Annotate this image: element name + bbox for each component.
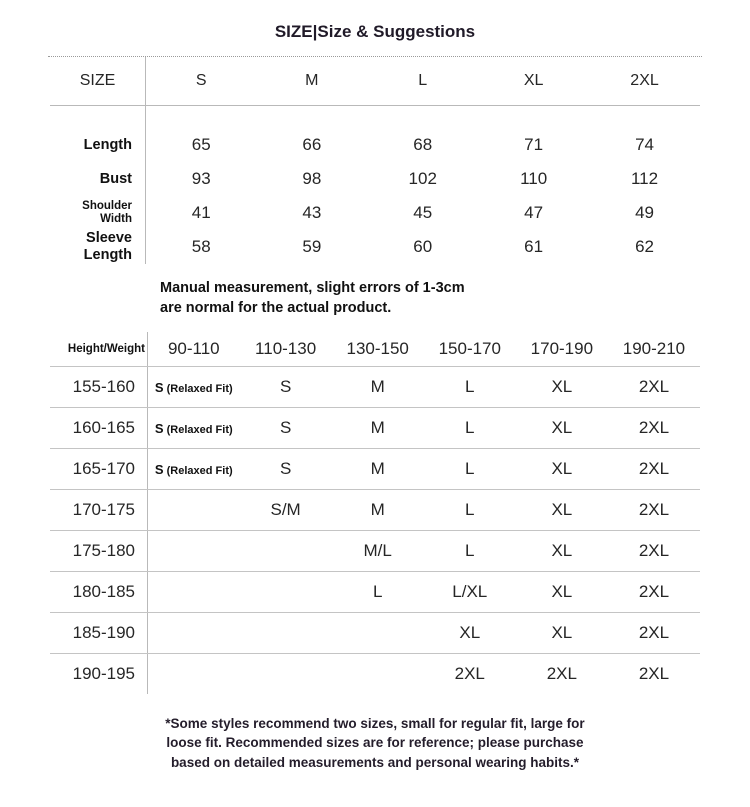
table-row <box>50 407 700 448</box>
fit-cell-175-180-150-170: L <box>424 530 516 571</box>
size-column-header-l: L <box>367 57 478 106</box>
fit-cell-170-175-190-210: 2XL <box>608 489 700 530</box>
fit-row-height-170-175: 170-175 <box>50 489 148 530</box>
fit-cell-160-165-130-150: M <box>332 407 424 448</box>
cell-sleeve-m: 59 <box>302 236 322 256</box>
cell-bust-s: 93 <box>191 168 211 188</box>
relaxed-suffix: (Relaxed Fit) <box>166 464 233 477</box>
fit-cell-155-160-130-150: M <box>332 366 424 407</box>
fit-cell-185-190-170-190: XL <box>516 612 608 653</box>
fit-cell-185-190-130-150 <box>332 612 424 653</box>
footer-line3: based on detailed measurements and personal wearing habits.* <box>170 754 580 770</box>
footer-line1: *Some styles recommend two sizes, small for regular fit, large for <box>165 715 585 731</box>
table-row <box>50 571 700 612</box>
fit-cell-185-190-110-130 <box>240 612 332 653</box>
fit-cell-175-180-170-190: XL <box>516 530 608 571</box>
fit-cell-190-195-90-110 <box>148 653 240 694</box>
size-column-header-xl: XL <box>478 57 589 106</box>
table-row <box>50 612 700 653</box>
fit-cell-160-165-150-170: L <box>424 407 516 448</box>
fit-cell-160-165-90-110 <box>148 407 240 448</box>
cell-bust-m: 98 <box>302 168 322 188</box>
table-row <box>50 128 700 162</box>
relaxed-prefix: S <box>154 420 164 436</box>
footer-line2: loose fit. Recommended sizes are for reference; please purchase <box>166 735 584 751</box>
weight-column-header-90-110: 90-110 <box>148 332 240 367</box>
cell-sleeve-s: 58 <box>191 236 211 256</box>
cell-bust-2xl: 112 <box>630 168 659 188</box>
fit-recommendation-table <box>50 332 700 694</box>
row-label-sleeve-length <box>50 230 146 264</box>
manual-measurement-note <box>0 264 750 318</box>
fit-cell-190-195-130-150 <box>332 653 424 694</box>
size-column-header-m: M <box>256 57 367 106</box>
relaxed-prefix: S <box>154 379 164 395</box>
fit-cell-185-190-190-210: 2XL <box>608 612 700 653</box>
fit-cell-165-170-90-110 <box>148 448 240 489</box>
fit-cell-180-185-190-210: 2XL <box>608 571 700 612</box>
fit-header-row <box>50 332 700 367</box>
fit-cell-190-195-190-210: 2XL <box>638 663 670 683</box>
cell-length-m: 66 <box>302 134 322 154</box>
page-title: SIZE|Size & Suggestions <box>274 22 476 41</box>
weight-column-header-130-150: 130-150 <box>332 332 424 367</box>
row-label-shoulder-line1: Shoulder <box>82 199 132 212</box>
fit-cell-180-185-130-150: L <box>332 571 424 612</box>
table-row <box>50 162 700 196</box>
row-label-sleeve-line1: Sleeve <box>86 230 132 247</box>
weight-column-header-110-130: 110-130 <box>240 332 332 367</box>
relaxed-suffix: (Relaxed Fit) <box>166 423 233 436</box>
fit-cell-165-170-170-190: XL <box>516 448 608 489</box>
cell-length-l: 68 <box>413 134 433 154</box>
table-row <box>50 653 700 694</box>
cell-length-s: 65 <box>191 134 211 154</box>
cell-shoulder-l: 45 <box>413 202 433 222</box>
fit-cell-170-175-90-110 <box>148 489 240 530</box>
fit-cell-165-170-110-130: S <box>240 448 332 489</box>
cell-length-xl: 71 <box>524 134 544 154</box>
row-label-shoulder-line2: Width <box>100 212 132 225</box>
fit-cell-175-180-190-210: 2XL <box>608 530 700 571</box>
fit-cell-155-160-170-190: XL <box>516 366 608 407</box>
fit-cell-155-160-110-130: S <box>240 366 332 407</box>
fit-cell-175-180-90-110 <box>148 530 240 571</box>
fit-cell-170-175-130-150: M <box>332 489 424 530</box>
cell-sleeve-xl: 61 <box>524 236 544 256</box>
cell-shoulder-xl: 47 <box>524 202 544 222</box>
table-row <box>50 448 700 489</box>
table-row <box>50 530 700 571</box>
row-label-shoulder-width <box>50 196 146 230</box>
fit-cell-190-195-170-190: 2XL <box>546 663 577 683</box>
fit-row-height-185-190: 185-190 <box>50 612 148 653</box>
measurement-header-row <box>50 57 700 106</box>
cell-shoulder-s: 41 <box>191 202 211 222</box>
cell-length-2xl: 74 <box>635 134 654 154</box>
fit-cell-155-160-150-170: L <box>424 366 516 407</box>
row-label-length: Length <box>50 128 146 162</box>
measurement-label-header: SIZE <box>50 57 146 106</box>
weight-column-header-190-210: 190-210 <box>608 332 700 367</box>
fit-cell-170-175-170-190: XL <box>516 489 608 530</box>
fit-cell-175-180-130-150: M/L <box>332 530 424 571</box>
weight-column-header-170-190: 170-190 <box>516 332 608 367</box>
row-label-sleeve-line2: Length <box>83 246 132 263</box>
fit-cell-165-170-150-170: L <box>424 448 516 489</box>
fit-cell-155-160-190-210: 2XL <box>608 366 700 407</box>
relaxed-prefix: S <box>154 461 164 477</box>
fit-cell-185-190-90-110 <box>148 612 240 653</box>
fit-row-height-165-170: 165-170 <box>50 448 148 489</box>
fit-cell-160-165-170-190: XL <box>516 407 608 448</box>
fit-cell-180-185-150-170: L/XL <box>424 571 516 612</box>
fit-label-header: Height/Weight <box>50 332 148 367</box>
cell-bust-l: 102 <box>408 168 437 188</box>
footer-disclaimer <box>0 694 750 773</box>
table-row <box>50 230 700 264</box>
manual-note-line1: Manual measurement, slight errors of 1-3cm <box>160 279 465 296</box>
fit-cell-160-165-190-210: 2XL <box>608 407 700 448</box>
fit-cell-175-180-110-130 <box>240 530 332 571</box>
manual-note-line2: are normal for the actual product. <box>160 299 392 316</box>
table-row <box>50 489 700 530</box>
table-row <box>50 366 700 407</box>
fit-cell-180-185-90-110 <box>148 571 240 612</box>
fit-cell-190-195-110-130 <box>240 653 332 694</box>
spacer-divider-cell <box>50 105 146 128</box>
size-column-header-s: S <box>146 57 257 106</box>
fit-cell-160-165-110-130: S <box>240 407 332 448</box>
fit-cell-155-160-90-110 <box>148 366 240 407</box>
fit-row-height-190-195: 190-195 <box>50 653 148 694</box>
fit-cell-165-170-130-150: M <box>332 448 424 489</box>
row-label-bust: Bust <box>50 162 146 196</box>
weight-column-header-150-170: 150-170 <box>424 332 516 367</box>
fit-row-height-180-185: 180-185 <box>50 571 148 612</box>
fit-cell-180-185-110-130 <box>240 571 332 612</box>
fit-cell-170-175-150-170: L <box>424 489 516 530</box>
fit-cell-190-195-150-170: 2XL <box>454 663 485 683</box>
fit-cell-170-175-110-130: S/M <box>240 489 332 530</box>
fit-row-height-175-180: 175-180 <box>50 530 148 571</box>
cell-shoulder-m: 43 <box>302 202 322 222</box>
fit-cell-165-170-190-210: 2XL <box>608 448 700 489</box>
cell-sleeve-2xl: 62 <box>635 236 654 256</box>
relaxed-suffix: (Relaxed Fit) <box>166 382 233 395</box>
table-row <box>50 196 700 230</box>
measurement-spacer-row <box>50 105 700 128</box>
fit-row-height-155-160: 155-160 <box>50 366 148 407</box>
fit-cell-185-190-150-170: XL <box>424 612 516 653</box>
cell-shoulder-2xl: 49 <box>635 202 654 222</box>
size-column-header-2xl: 2XL <box>589 57 700 106</box>
cell-sleeve-l: 60 <box>413 236 433 256</box>
measurement-table <box>50 57 700 264</box>
cell-bust-xl: 110 <box>520 168 548 188</box>
spacer-cell <box>146 105 701 128</box>
fit-row-height-160-165: 160-165 <box>50 407 148 448</box>
fit-cell-180-185-170-190: XL <box>516 571 608 612</box>
